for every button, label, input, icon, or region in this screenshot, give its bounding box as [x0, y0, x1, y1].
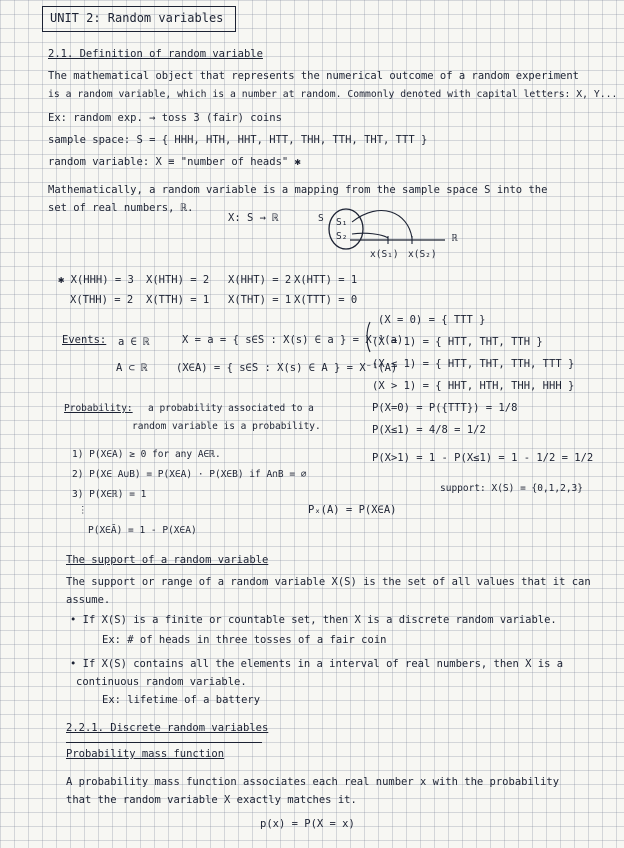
section-heading-2-1: 2.1. Definition of random variable	[48, 48, 263, 60]
value-row2-4: X(TTT) = 0	[294, 294, 358, 306]
support-bullet-2a: • If X(S) contains all the elements in a interval of real numbers, then X is a	[70, 658, 564, 670]
probability-label: Probability:	[64, 403, 133, 414]
support-desc-1: The support or range of a random variable X(S) is the set of all values that it can	[66, 576, 591, 588]
pmf-desc-2: that the random variable X exactly matches it.	[66, 794, 357, 806]
diagram-s2-label: S₂	[336, 231, 348, 242]
diagram-r-label: ℝ	[452, 233, 458, 244]
intro-line-2: is a random variable, which is a number at random. Commonly denoted with capital letters: X, Y...	[48, 89, 618, 100]
prob-dots: ⋮	[78, 505, 88, 516]
right-line-6: P(X≤1) = 4/8 = 1/2	[372, 424, 486, 436]
events-label: Events:	[62, 334, 107, 346]
support-bullet-1-example: Ex: # of heads in three tosses of a fair coin	[102, 634, 387, 646]
support-bullet-1: • If X(S) is a finite or countable set, then X is a discrete random variable.	[70, 614, 557, 626]
pmf-heading: Probability mass function	[66, 748, 225, 760]
sample-space: sample space: S = { HHH, HTH, HHT, HTT, THH, TTH, THT, TTT }	[48, 134, 428, 146]
support-heading: The support of a random variable	[66, 554, 269, 566]
intro-line-1: The mathematical object that represents the numerical outcome of a random experiment	[48, 70, 580, 82]
value-row1-1: ✱ X(HHH) = 3	[58, 274, 134, 286]
right-line-3: (X ≤ 1) = { HTT, THT, TTH, TTT }	[372, 358, 575, 370]
diagram-s1-label: S₁	[336, 217, 348, 228]
diagram-xs1-label: x(S₁)	[370, 249, 399, 260]
support-values: support: X(S) = {0,1,2,3}	[440, 483, 583, 494]
right-line-7: P(X>1) = 1 - P(X≤1) = 1 - 1/2 = 1/2	[372, 452, 594, 464]
value-row2-2: X(TTH) = 1	[146, 294, 210, 306]
diagram-s-label: S	[318, 213, 324, 224]
math-line-1: Mathematically, a random variable is a mapping from the sample space S into the	[48, 184, 548, 196]
pmf-heading-line	[66, 742, 262, 743]
events-a-in-r: a ∈ ℝ	[118, 336, 150, 348]
map-arrow-1	[352, 211, 412, 238]
prob-axiom-2: 2) P(X∈ A∪B) = P(X∈A) · P(X∈B) if A∩B = ∅	[72, 469, 307, 480]
prob-axiom-3: 3) P(X∈ℝ) = 1	[72, 489, 147, 500]
pmf-desc-1: A probability mass function associates each real number x with the probability	[66, 776, 560, 788]
mapping-formula: X: S → ℝ	[228, 212, 279, 224]
right-line-5: P(X=0) = P({TTT}) = 1/8	[372, 402, 518, 414]
right-line-1: (X = 0) = { TTT }	[378, 314, 486, 326]
value-row1-4: X(HTT) = 1	[294, 274, 358, 286]
map-arrow-2	[352, 233, 388, 238]
value-row1-3: X(HHT) = 2	[228, 274, 292, 286]
support-bullet-2-example: Ex: lifetime of a battery	[102, 694, 261, 706]
events-a-def: X = a = { s∈S : X(s) ∈ a } = X⁻¹(a)	[182, 334, 404, 346]
section-heading-2-2-1: 2.2.1. Discrete random variables	[66, 722, 269, 734]
support-bullet-2b: continuous random variable.	[76, 676, 247, 688]
right-line-2: (X = 1) = { HTT, THT, TTH }	[372, 336, 543, 348]
probability-desc-2: random variable is a probability.	[132, 421, 321, 432]
probability-desc-1: a probability associated to a	[148, 403, 314, 414]
value-row1-2: X(HTH) = 2	[146, 274, 210, 286]
events-A-def: (X∈A) = { s∈S : X(s) ∈ A } = X⁻¹(A)	[176, 362, 398, 374]
math-line-2: set of real numbers, ℝ.	[48, 202, 194, 214]
value-row2-1: X(THH) = 2	[70, 294, 134, 306]
unit-title: UNIT 2: Random variables	[50, 11, 224, 25]
random-variable-def: random variable: X ≡ "number of heads" ✱	[48, 156, 301, 168]
events-A-sub-r: A ⊂ ℝ	[116, 362, 148, 374]
pmf-formula: p(x) = P(X = x)	[260, 818, 355, 830]
prob-px: Pₓ(A) = P(X∈A)	[308, 504, 397, 516]
diagram-xs2-label: x(S₂)	[408, 249, 437, 260]
prob-complement: P(X∈Ā) = 1 - P(X∈A)	[88, 525, 197, 536]
prob-axiom-1: 1) P(X∈A) ≥ 0 for any A∈ℝ.	[72, 449, 221, 460]
example-line: Ex: random exp. → toss 3 (fair) coins	[48, 112, 282, 124]
value-row2-3: X(THT) = 1	[228, 294, 292, 306]
support-desc-2: assume.	[66, 594, 111, 606]
right-line-4: (X > 1) = { HHT, HTH, THH, HHH }	[372, 380, 575, 392]
sample-space-oval	[329, 209, 363, 249]
